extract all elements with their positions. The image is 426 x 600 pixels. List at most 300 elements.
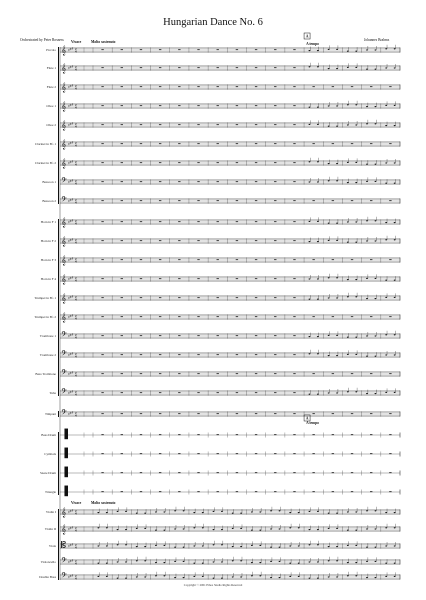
whole-rest	[274, 221, 276, 222]
time-signature: 4	[75, 561, 77, 566]
note-head	[317, 353, 319, 354]
tempo-molto-sostenuto-strings: Molto sostenuto	[91, 501, 116, 505]
instrument-label: Snare Drum	[39, 470, 56, 475]
staff-snare-drum	[40, 466, 400, 478]
whole-rest	[217, 434, 219, 435]
whole-rest	[236, 491, 238, 492]
key-sharp: ♯	[68, 199, 70, 203]
instrument-label: Horn in F 4	[40, 276, 56, 281]
whole-rest	[274, 453, 276, 454]
whole-rest	[389, 316, 391, 317]
key-sharp: ♯	[71, 370, 74, 375]
note-head	[375, 577, 377, 578]
note-head	[385, 222, 387, 223]
key-sharp: ♯	[68, 85, 70, 89]
note-head	[279, 561, 281, 562]
note-head	[174, 547, 176, 548]
clef-glyph: 𝄞	[61, 294, 67, 304]
whole-rest	[217, 86, 219, 87]
note-head	[336, 513, 338, 514]
whole-rest	[140, 221, 142, 222]
note-head	[385, 545, 387, 546]
staff-bass-drum	[41, 428, 400, 440]
staff-viola	[49, 539, 400, 551]
whole-rest	[255, 335, 257, 336]
note-head	[366, 335, 368, 336]
note-head	[385, 563, 387, 564]
key-sharp: ♯	[69, 543, 72, 548]
note-head	[155, 545, 157, 546]
note-head	[125, 578, 127, 579]
whole-rest	[255, 316, 257, 317]
note-head	[309, 50, 311, 51]
time-signature: 4	[75, 240, 77, 245]
whole-rest	[159, 392, 161, 393]
instrument-label: Triangle	[44, 489, 56, 494]
key-sharp: ♯	[71, 351, 74, 356]
note-head	[394, 527, 396, 528]
staff-trombone-1	[40, 330, 400, 341]
key-sharp: ♯	[68, 412, 70, 416]
staff-piccolo	[46, 45, 400, 56]
note-head	[375, 49, 377, 50]
whole-rest	[121, 491, 123, 492]
note-head	[125, 511, 127, 512]
whole-rest	[236, 105, 238, 106]
time-signature: 4	[75, 86, 77, 91]
note-head	[394, 545, 396, 546]
whole-rest	[274, 124, 276, 125]
clef-glyph: 𝄞	[61, 218, 67, 228]
key-sharp: ♯	[68, 258, 70, 262]
time-signature: 4	[75, 278, 77, 283]
whole-rest	[312, 491, 314, 492]
note-head	[309, 66, 311, 67]
note-head	[355, 562, 357, 563]
whole-rest	[255, 143, 257, 144]
key-sharp: ♯	[71, 525, 74, 530]
note-head	[394, 563, 396, 564]
whole-rest	[274, 413, 276, 414]
note-head	[309, 181, 311, 182]
note-head	[117, 529, 119, 530]
note-head	[336, 163, 338, 164]
key-sharp: ♯	[71, 197, 74, 202]
whole-rest	[236, 143, 238, 144]
note-head	[385, 48, 387, 49]
note-head	[309, 353, 311, 354]
note-head	[394, 239, 396, 240]
whole-rest	[351, 491, 353, 492]
time-signature: 4	[75, 105, 77, 110]
whole-rest	[293, 67, 295, 68]
whole-rest	[255, 373, 257, 374]
time-signature: 2	[75, 102, 77, 107]
time-signature: 4	[75, 124, 77, 129]
whole-rest	[351, 143, 353, 144]
whole-rest	[159, 491, 161, 492]
note-head	[328, 513, 330, 514]
whole-rest	[217, 316, 219, 317]
whole-rest	[236, 162, 238, 163]
key-sharp: ♯	[69, 219, 72, 224]
note-head	[355, 391, 357, 392]
note-head	[385, 125, 387, 126]
staves-group	[34, 45, 400, 582]
staff-timpani	[45, 408, 400, 419]
whole-rest	[178, 354, 180, 355]
whole-rest	[274, 162, 276, 163]
whole-rest	[293, 221, 295, 222]
note-head	[117, 578, 119, 579]
whole-rest	[178, 297, 180, 298]
whole-rest	[351, 259, 353, 260]
note-head	[394, 334, 396, 335]
whole-rest	[101, 67, 103, 68]
note-head	[328, 105, 330, 106]
whole-rest	[197, 354, 199, 355]
instrument-label: Horn in F 1	[40, 219, 56, 224]
whole-rest	[178, 86, 180, 87]
instrument-label: Violin I	[45, 509, 56, 514]
note-head	[193, 563, 195, 564]
whole-rest	[389, 200, 391, 201]
note-head	[97, 576, 99, 577]
key-sharp: ♯	[69, 198, 72, 203]
note-head	[336, 126, 338, 127]
clef-glyph: ▐	[61, 487, 68, 497]
whole-rest	[140, 354, 142, 355]
note-head	[317, 544, 319, 545]
time-signature: 2	[75, 508, 77, 513]
key-sharp: ♯	[71, 218, 74, 223]
key-sharp: ♯	[71, 83, 74, 88]
whole-rest	[140, 453, 142, 454]
note-head	[213, 544, 215, 545]
note-head	[240, 560, 242, 561]
whole-rest	[121, 373, 123, 374]
whole-rest	[236, 240, 238, 241]
whole-rest	[274, 200, 276, 201]
key-sharp: ♯	[69, 333, 72, 338]
staff-oboe-1	[46, 101, 400, 112]
time-signature: 4	[75, 392, 77, 397]
whole-rest	[121, 240, 123, 241]
time-signature: 2	[75, 46, 77, 51]
key-sharp: ♯	[68, 239, 70, 243]
note-head	[193, 576, 195, 577]
key-sharp: ♯	[69, 295, 72, 300]
whole-rest	[370, 373, 372, 374]
whole-rest	[389, 373, 391, 374]
note-head	[317, 50, 319, 51]
tempo-a-tempo-percussion: A tempo	[306, 421, 319, 425]
whole-rest	[178, 434, 180, 435]
whole-rest	[197, 86, 199, 87]
whole-rest	[197, 67, 199, 68]
instrument-label: Horn in F 3	[40, 257, 56, 262]
whole-rest	[101, 181, 103, 182]
note-head	[355, 530, 357, 531]
whole-rest	[140, 434, 142, 435]
note-head	[385, 576, 387, 577]
time-signature: 2	[75, 573, 77, 578]
key-sharp: ♯	[71, 256, 74, 261]
whole-rest	[274, 316, 276, 317]
whole-rest	[121, 200, 123, 201]
time-signature: 4	[75, 335, 77, 340]
whole-rest	[217, 259, 219, 260]
whole-rest	[140, 259, 142, 260]
whole-rest	[197, 297, 199, 298]
whole-rest	[140, 316, 142, 317]
whole-rest	[274, 354, 276, 355]
note-head	[355, 162, 357, 163]
note-head	[375, 164, 377, 165]
note-head	[347, 296, 349, 297]
whole-rest	[274, 297, 276, 298]
clef-glyph: 𝄢	[61, 350, 67, 360]
whole-rest	[274, 472, 276, 473]
instrument-label: Trombone 1	[39, 333, 56, 338]
staff-flute-2	[47, 82, 400, 93]
whole-rest	[121, 316, 123, 317]
clef-glyph: 𝄞	[61, 508, 67, 518]
note-head	[336, 180, 338, 181]
key-sharp: ♯	[69, 257, 72, 262]
note-head	[366, 577, 368, 578]
whole-rest	[236, 259, 238, 260]
note-head	[309, 561, 311, 562]
key-sharp: ♯	[69, 526, 72, 531]
whole-rest	[255, 200, 257, 201]
whole-rest	[255, 413, 257, 414]
note-head	[183, 577, 185, 578]
note-head	[347, 279, 349, 280]
whole-rest	[178, 143, 180, 144]
note-head	[317, 278, 319, 279]
note-head	[232, 528, 234, 529]
whole-rest	[140, 181, 142, 182]
whole-rest	[140, 413, 142, 414]
whole-rest	[101, 297, 103, 298]
key-sharp: ♯	[71, 313, 74, 318]
instrument-label: Violin II	[44, 526, 56, 531]
whole-rest	[312, 434, 314, 435]
key-sharp: ♯	[71, 159, 74, 164]
whole-rest	[140, 162, 142, 163]
whole-rest	[274, 491, 276, 492]
time-signature: 2	[75, 218, 77, 223]
note-head	[366, 69, 368, 70]
note-head	[355, 67, 357, 68]
whole-rest	[255, 434, 257, 435]
key-sharp: ♯	[68, 544, 70, 548]
whole-rest	[197, 124, 199, 125]
note-head	[309, 578, 311, 579]
time-signature: 4	[75, 200, 77, 205]
note-head	[144, 513, 146, 514]
note-head	[394, 576, 396, 577]
whole-rest	[197, 453, 199, 454]
note-head	[375, 106, 377, 107]
whole-rest	[159, 105, 161, 106]
whole-rest	[274, 240, 276, 241]
whole-rest	[351, 472, 353, 473]
note-head	[375, 335, 377, 336]
note-head	[385, 67, 387, 68]
time-signature: 2	[75, 558, 77, 563]
note-head	[366, 220, 368, 221]
whole-rest	[312, 472, 314, 473]
whole-rest	[293, 453, 295, 454]
note-head	[174, 510, 176, 511]
whole-rest	[121, 335, 123, 336]
note-head	[317, 394, 319, 395]
note-head	[336, 297, 338, 298]
whole-rest	[217, 124, 219, 125]
note-head	[385, 239, 387, 240]
staff-clarinet-in-b-1	[35, 139, 400, 150]
whole-rest	[312, 259, 314, 260]
whole-rest	[178, 221, 180, 222]
whole-rest	[217, 373, 219, 374]
whole-rest	[332, 373, 334, 374]
note-head	[394, 280, 396, 281]
note-head	[136, 576, 138, 577]
whole-rest	[197, 392, 199, 393]
whole-rest	[236, 278, 238, 279]
note-head	[117, 511, 119, 512]
whole-rest	[370, 413, 372, 414]
whole-rest	[178, 491, 180, 492]
note-head	[97, 527, 99, 528]
whole-rest	[121, 162, 123, 163]
instrument-label: Bass Trombone	[35, 371, 56, 376]
key-sharp: ♯	[69, 411, 72, 416]
whole-rest	[121, 124, 123, 125]
whole-rest	[293, 200, 295, 201]
note-head	[385, 183, 387, 184]
note-head	[106, 563, 108, 564]
note-head	[106, 576, 108, 577]
clef-glyph: 𝄞	[61, 525, 67, 535]
clef-glyph: 𝄞	[61, 140, 67, 150]
key-sharp: ♯	[71, 140, 74, 145]
whole-rest	[178, 124, 180, 125]
whole-rest	[159, 221, 161, 222]
staff-bassoon-1	[42, 176, 400, 187]
whole-rest	[312, 413, 314, 414]
time-signature: 2	[75, 313, 77, 318]
note-head	[202, 576, 204, 577]
whole-rest	[178, 240, 180, 241]
note-head	[366, 49, 368, 50]
key-sharp: ♯	[71, 121, 74, 126]
whole-rest	[351, 373, 353, 374]
key-sharp: ♯	[68, 296, 70, 300]
staff-tuba	[49, 387, 400, 398]
note-head	[336, 105, 338, 106]
note-head	[155, 511, 157, 512]
clef-glyph: 𝄞	[61, 313, 67, 323]
whole-rest	[159, 259, 161, 260]
note-head	[144, 576, 146, 577]
whole-rest	[121, 278, 123, 279]
whole-rest	[217, 240, 219, 241]
whole-rest	[197, 181, 199, 182]
note-head	[355, 124, 357, 125]
whole-rest	[293, 316, 295, 317]
whole-rest	[293, 105, 295, 106]
tempo-vivace: Vivace	[71, 40, 82, 44]
note-head	[375, 123, 377, 124]
staff-clarinet-in-b-2	[35, 158, 400, 169]
whole-rest	[101, 259, 103, 260]
note-head	[355, 104, 357, 105]
key-sharp: ♯	[71, 389, 74, 394]
note-head	[193, 527, 195, 528]
note-head	[251, 545, 253, 546]
note-head	[347, 51, 349, 52]
staff-double-bass	[39, 571, 400, 582]
note-head	[298, 576, 300, 577]
note-head	[375, 356, 377, 357]
whole-rest	[140, 67, 142, 68]
staff-trumpet-in-b-1	[34, 293, 400, 304]
note-head	[309, 241, 311, 242]
key-sharp: ♯	[69, 314, 72, 319]
note-head	[328, 297, 330, 298]
key-sharp: ♯	[71, 178, 74, 183]
note-head	[106, 527, 108, 528]
note-head	[289, 576, 291, 577]
time-signature: 4	[75, 316, 77, 321]
clef-glyph: 𝄢	[61, 177, 67, 187]
whole-rest	[101, 434, 103, 435]
time-signature: 4	[75, 373, 77, 378]
whole-rest	[121, 67, 123, 68]
whole-rest	[217, 453, 219, 454]
whole-rest	[197, 491, 199, 492]
whole-rest	[140, 49, 142, 50]
instrument-label: Tuba	[49, 390, 56, 395]
note-head	[347, 391, 349, 392]
whole-rest	[389, 491, 391, 492]
note-head	[298, 563, 300, 564]
whole-rest	[255, 392, 257, 393]
note-head	[355, 545, 357, 546]
staff-triangle	[45, 485, 400, 497]
whole-rest	[140, 240, 142, 241]
instrument-label: Clarinet in B♭ 1	[34, 141, 56, 146]
whole-rest	[370, 434, 372, 435]
whole-rest	[159, 335, 161, 336]
clef-glyph: 𝄞	[61, 102, 67, 112]
rehearsal-mark: A	[305, 34, 309, 39]
key-sharp: ♯	[68, 66, 70, 70]
key-sharp: ♯	[69, 574, 72, 579]
whole-rest	[255, 162, 257, 163]
whole-rest	[351, 413, 353, 414]
note-head	[366, 164, 368, 165]
whole-rest	[101, 373, 103, 374]
key-sharp: ♯	[68, 48, 70, 52]
note-head	[328, 163, 330, 164]
note-head	[163, 575, 165, 576]
whole-rest	[255, 49, 257, 50]
whole-rest	[159, 434, 161, 435]
